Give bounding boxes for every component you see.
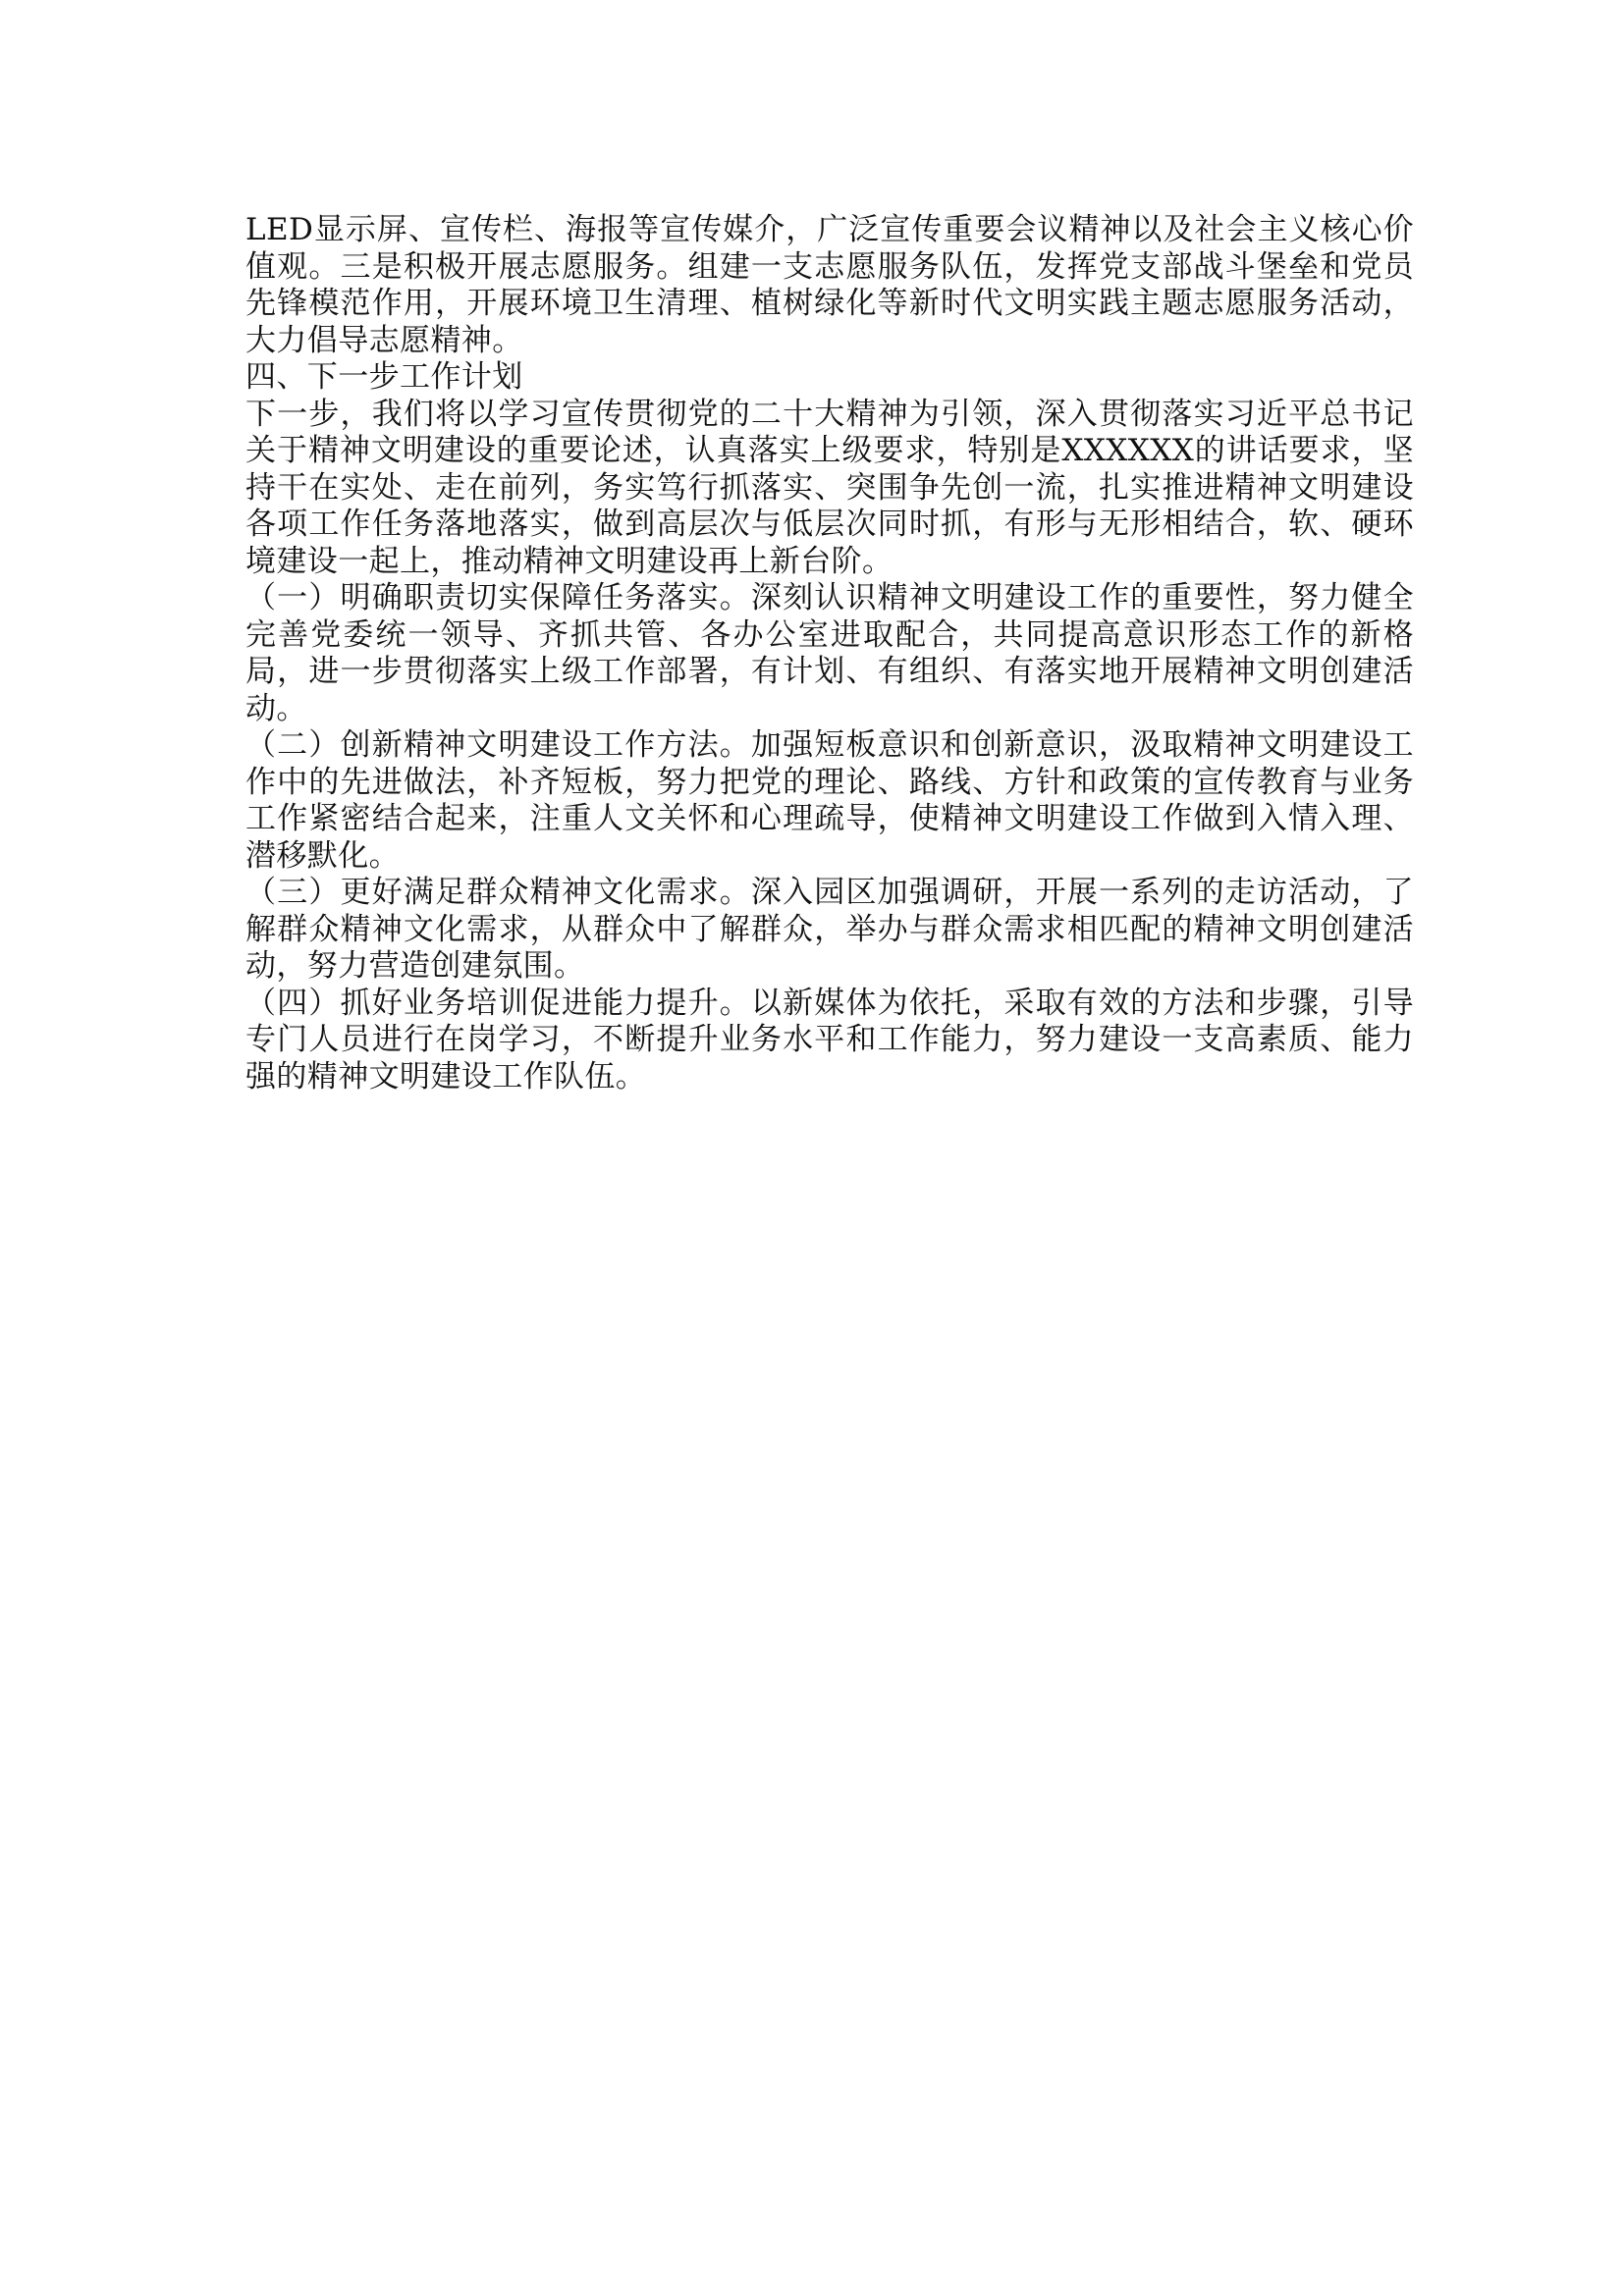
document-body xyxy=(245,212,1414,1095)
paragraph-item-1: （一）明确职责切实保障任务落实。深刻认识精神文明建设工作的重要性，努力健全完善党委统一领导、齐抓共管、各办公室进取配合，共同提高意识形态工作的新格局，进一步贯彻落实上级工作部署，有计划、有组织、有落实地开展精神文明创建活动。 xyxy=(245,580,1414,726)
paragraph-item-3: （三）更好满足群众精神文化需求。深入园区加强调研，开展一系列的走访活动，了解群众精神文化需求，从群众中了解群众，举办与群众需求相匹配的精神文明创建活动，努力营造创建氛围。 xyxy=(245,875,1414,984)
paragraph-volunteer-service: LED显示屏、宣传栏、海报等宣传媒介，广泛宣传重要会议精神以及社会主义核心价值观。三是积极开展志愿服务。组建一支志愿服务队伍，发挥党支部战斗堡垒和党员先锋模范作用，开展环境卫生清理、植树绿化等新时代文明实践主题志愿服务活动，大力倡导志愿精神。 xyxy=(245,212,1414,358)
paragraph-next-steps-intro: 下一步，我们将以学习宣传贯彻党的二十大精神为引领，深入贯彻落实习近平总书记关于精神文明建设的重要论述，认真落实上级要求，特别是XXXXXX的讲话要求，坚持干在实处、走在前列，务实笃行抓落实、突围争先创一流，扎实推进精神文明建设各项工作任务落地落实，做到高层次与低层次同时抓，有形与无形相结合，软、硬环境建设一起上，推动精神文明建设再上新台阶。 xyxy=(245,396,1414,579)
paragraph-item-4: （四）抓好业务培训促进能力提升。以新媒体为依托，采取有效的方法和步骤，引导专门人员进行在岗学习，不断提升业务水平和工作能力，努力建设一支高素质、能力强的精神文明建设工作队伍。 xyxy=(245,985,1414,1095)
section-heading-next-steps: 四、下一步工作计划 xyxy=(245,359,523,395)
paragraph-item-2: （二）创新精神文明建设工作方法。加强短板意识和创新意识，汲取精神文明建设工作中的先进做法，补齐短板，努力把党的理论、路线、方针和政策的宣传教育与业务工作紧密结合起来，注重人文关怀和心理疏导，使精神文明建设工作做到入情入理、潜移默化。 xyxy=(245,727,1414,874)
